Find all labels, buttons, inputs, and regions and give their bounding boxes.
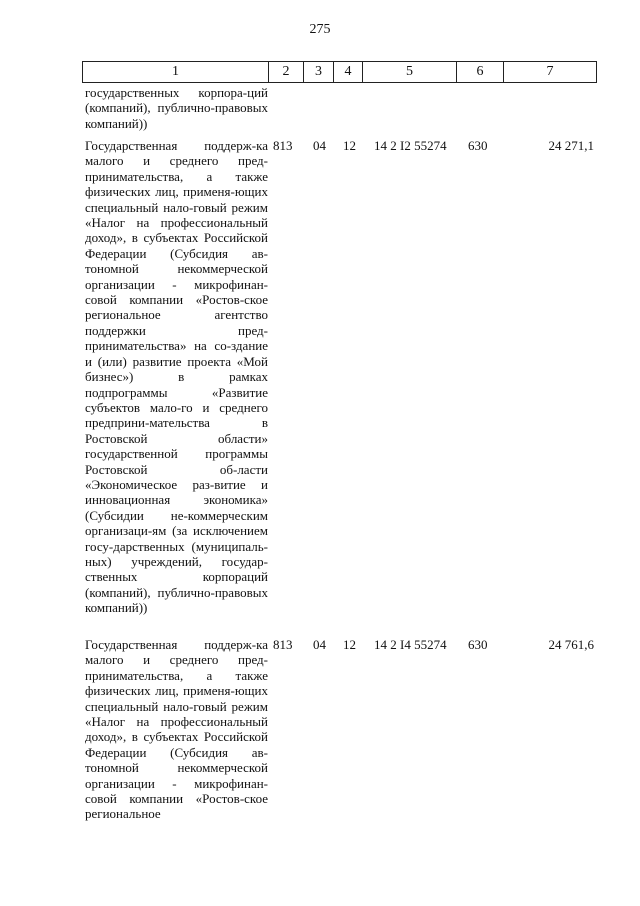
- table-header-row: [82, 61, 597, 83]
- page-number: 275: [309, 22, 331, 37]
- column-header-7: 7: [504, 61, 597, 83]
- row-code-section: 04: [313, 138, 326, 153]
- row-code-subsection: 12: [343, 637, 356, 652]
- row-amount: 24 271,1: [548, 138, 594, 153]
- row-expense-type: 630: [468, 637, 488, 652]
- continued-description: государственных корпора-ций (компаний), публично-правовых компаний)): [85, 85, 268, 131]
- column-header-3: 3: [304, 61, 334, 83]
- row-target-article: 14 2 I2 55274: [374, 138, 447, 153]
- row-code-subsection: 12: [343, 138, 356, 153]
- row-amount: 24 761,6: [548, 637, 594, 652]
- column-header-2: 2: [269, 61, 304, 83]
- row-code-ministry: 813: [273, 637, 293, 652]
- row-expense-type: 630: [468, 138, 488, 153]
- column-header-6: 6: [457, 61, 504, 83]
- column-header-1: 1: [83, 61, 269, 83]
- row-description: Государственная поддерж-ка малого и среднего пред-принимательства, а также физических лиц, применя-ющих специальный нало-говый режим «Налог на профессиональный доход», в субъектах Российской Федерации (Субсидия ав-тономной некоммерческой организации - микрофинан-совой компании «Ростов-ское региональное агентство поддержки пред-принимательства» на со-здание и (или) развитие проекта «Мой бизнес») в рамках подпрограммы «Развитие субъектов мало-го и среднего предприни-мательства в Ростовской области» государственной программы Ростовской об-ласти «Экономическое раз-витие и инновационная экономика» (Субсидии не-коммерческим организаци-ям (за исключением госу-дарственных (муниципаль-ных) учреждений, государ-ственных корпораций (компаний), публично-правовых компаний)): [85, 138, 268, 616]
- column-header-5: 5: [363, 61, 457, 83]
- row-description: Государственная поддерж-ка малого и среднего пред-принимательства, а также физических лиц, применя-ющих специальный нало-говый режим «Налог на профессиональный доход», в субъектах Российской Федерации (Субсидия ав-тономной некоммерческой организации - микрофинан-совой компании «Ростов-ское региональное: [85, 637, 268, 822]
- row-target-article: 14 2 I4 55274: [374, 637, 447, 652]
- row-code-ministry: 813: [273, 138, 293, 153]
- row-code-section: 04: [313, 637, 326, 652]
- column-header-4: 4: [334, 61, 363, 83]
